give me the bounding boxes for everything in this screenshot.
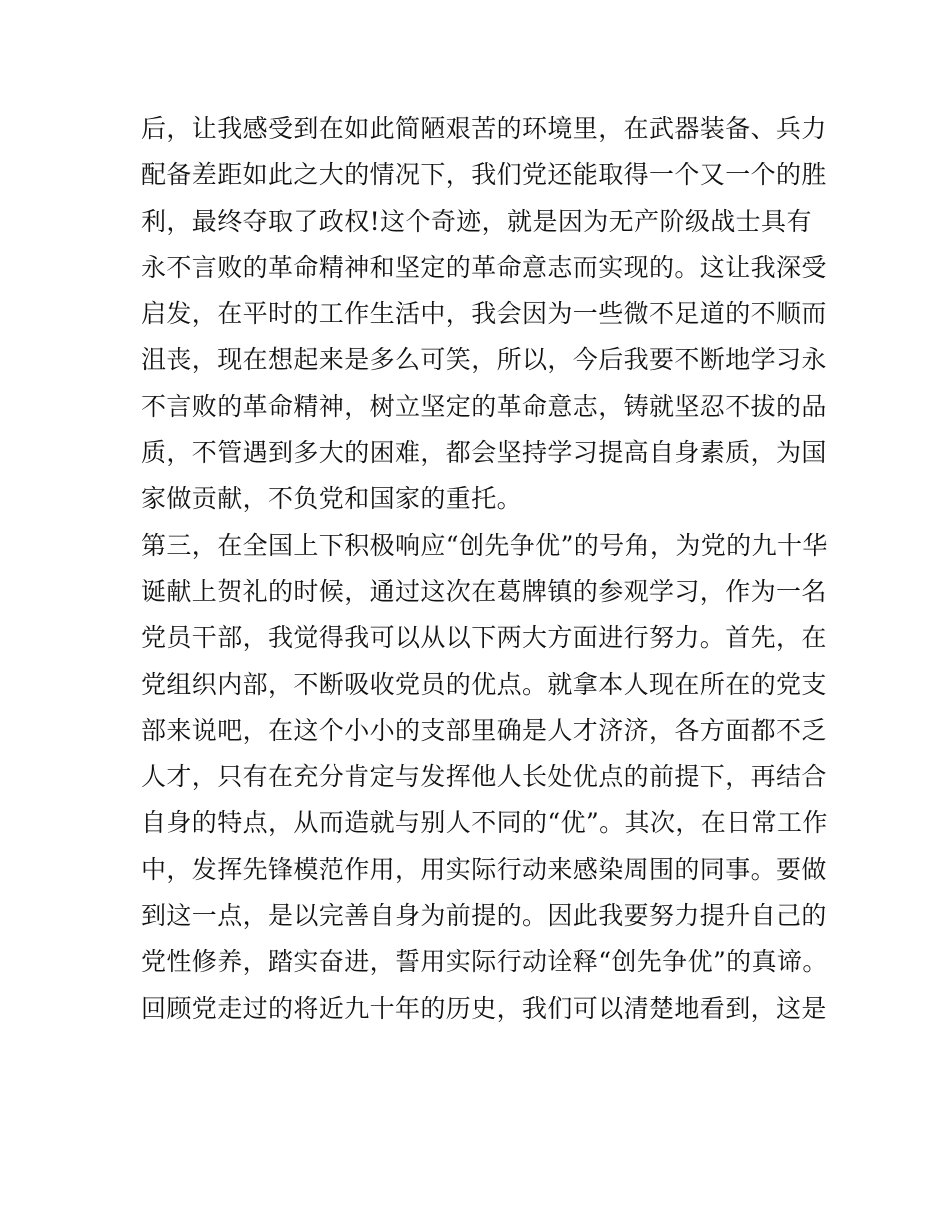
text-line: 利，最终夺取了政权!这个奇迹，就是因为无产阶级战士具有 bbox=[141, 206, 812, 236]
text-line: 质，不管遇到多大的困难，都会坚持学习提高自身素质，为国 bbox=[141, 438, 827, 468]
text-line: 回顾党走过的将近九十年的历史，我们可以清楚地看到，这是 bbox=[141, 993, 827, 1023]
text-line: 配备差距如此之大的情况下，我们党还能取得一个又一个的胜 bbox=[141, 160, 827, 190]
text-line: 中，发挥先锋模范作用，用实际行动来感染周围的同事。要做 bbox=[141, 854, 827, 884]
text-line: 家做贡献，不负党和国家的重托。 bbox=[141, 484, 523, 514]
text-line: 部来说吧，在这个小小的支部里确是人才济济，各方面都不乏 bbox=[141, 715, 827, 745]
text-line: 诞献上贺礼的时候，通过这次在葛牌镇的参观学习，作为一名 bbox=[141, 576, 827, 606]
text-line: 到这一点，是以完善自身为前提的。因此我要努力提升自己的 bbox=[141, 901, 827, 931]
text-line: 永不言败的革命精神和坚定的革命意志而实现的。这让我深受 bbox=[141, 252, 827, 282]
text-line: 后，让我感受到在如此简陋艰苦的环境里，在武器装备、兵力 bbox=[141, 114, 827, 143]
text-line: 自身的特点，从而造就与别人不同的“优”。其次，在日常工作 bbox=[141, 808, 828, 838]
text-line: 党性修养，踏实奋进，誓用实际行动诠释“创先争优”的真谛。 bbox=[141, 947, 828, 977]
text-line: 不言败的革命精神，树立坚定的革命意志，铸就坚忍不拔的品 bbox=[141, 391, 827, 421]
text-line: 党组织内部，不断吸收党员的优点。就拿本人现在所在的党支 bbox=[141, 669, 827, 699]
text-line: 人才，只有在充分肯定与发挥他人长处优点的前提下，再结合 bbox=[141, 762, 827, 792]
body-text bbox=[141, 106, 828, 1032]
text-line: 沮丧，现在想起来是多么可笑，所以，今后我要不断地学习永 bbox=[141, 345, 827, 375]
text-line: 党员干部，我觉得我可以从以下两大方面进行努力。首先，在 bbox=[141, 623, 827, 653]
text-line: 第三，在全国上下积极响应“创先争优”的号角，为党的九十华 bbox=[141, 530, 828, 560]
text-line: 启发，在平时的工作生活中，我会因为一些微不足道的不顺而 bbox=[141, 299, 827, 329]
